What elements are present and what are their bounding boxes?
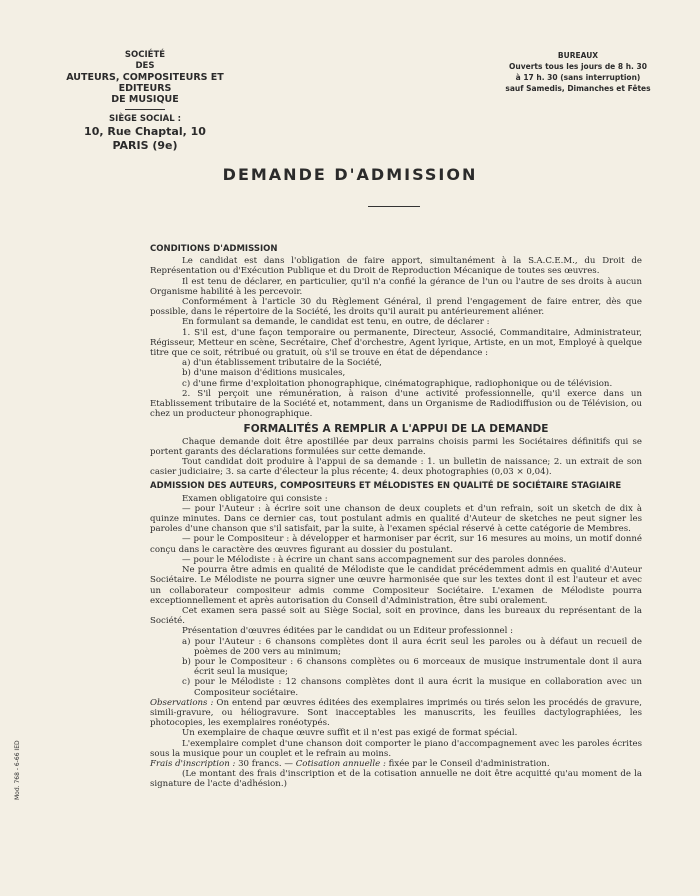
- list-item: a) pour l'Auteur : 6 chansons complètes dont il aura écrit seul les paroles ou à défaut un recueil de poèmes de 200 vers au minimum;: [182, 636, 642, 657]
- paragraph: Le candidat est dans l'obligation de faire apport, simultanément à la S.A.C.E.M., du Droit de Représentation ou d'Exécution Publique et du Droit de Reproduction Mécanique de toutes ses œuvres.: [150, 256, 642, 277]
- paragraph: (Le montant des frais d'inscription et de la cotisation annuelle ne doit être acquitté qu'au moment de la signature de l'acte d'adhésion.): [150, 769, 642, 790]
- society-line2: DES: [135, 61, 155, 71]
- section-heading-formalites: FORMALITÉS A REMPLIR A L'APPUI DE LA DEMANDE: [243, 423, 549, 436]
- title-underline: [368, 206, 420, 207]
- paragraph: Tout candidat doit produire à l'appui de sa demande : 1. un bulletin de naissance; 2. un extrait de son casier judiciaire; 3. sa carte d'électeur la plus récente; 4. deux photographies (0,03 × 0,04).: [150, 457, 642, 478]
- cotisation-label: Cotisation annuelle :: [295, 758, 386, 769]
- header-divider: [125, 109, 165, 110]
- society-name: AUTEURS, COMPOSITEURS ET EDITEURS: [66, 72, 224, 94]
- list-item: b) d'une maison d'éditions musicales,: [182, 368, 346, 379]
- paragraph: Il est tenu de déclarer, en particulier, qu'il n'a confié la gérance de l'un ou l'autre de ses droits à aucun Organisme habilité à les percevoir.: [150, 276, 642, 297]
- fees-label: Frais d'inscription :: [150, 758, 236, 769]
- paragraph: Ne pourra être admis en qualité de Mélodiste que le candidat précédemment admis en qualité d'Auteur Sociétaire. Le Mélodiste ne pourra signer une œuvre harmonisée que sur les textes dont il est l'auteur et avec un collaborateur compositeur admis comme Compositeur Sociétaire. L'examen de Mélodiste pourra exceptionnellement et après autorisation du Conseil d'Administration, être subi oralement.: [150, 565, 642, 606]
- office-title: BUREAUX: [557, 51, 599, 60]
- paragraph: L'exemplaire complet d'une chanson doit comporter le piano d'accompagnement avec les paroles écrites sous la musique pour un couplet et le refrain au moins.: [150, 738, 642, 759]
- paragraph: 1. S'il est, d'une façon temporaire ou permanente, Directeur, Associé, Commanditaire, Administrateur, Régisseur, Metteur en scène, Secrétaire, Chef d'orchestre, Agent lyrique, Artiste, en un mot, Employé à quelque titre que ce soit, rétribué ou gratuit, où s'il se trouve en état de dépendance :: [150, 327, 642, 359]
- paragraph: En formulant sa demande, le candidat est tenu, en outre, de déclarer :: [182, 317, 490, 328]
- paragraph: — pour le Mélodiste : à écrire un chant sans accompagnement sur des paroles données.: [182, 554, 567, 565]
- section-heading-admission: ADMISSION DES AUTEURS, COMPOSITEURS ET MÉLODISTES EN QUALITÉ DE SOCIÉTAIRE STAGIAIRE: [150, 481, 622, 492]
- society-header: [60, 50, 230, 153]
- paragraph: Conformément à l'article 30 du Règlement Général, il prend l'engagement de faire entrer, dès que possible, dans le répertoire de la Société, les droits qu'il aurait pu antérieurement aliéner.: [150, 297, 642, 318]
- observations-text: On entend par œuvres éditées des exemplaires imprimés ou tirés selon les procédés de gravure, simili-gravure, ou héliogravure. Sont inacceptables les manuscrits, les feuilles dactylographiées, les photocopies, les exemplaires ronéotypés.: [150, 697, 642, 729]
- paragraph: Chaque demande doit être apostillée par deux parrains choisis parmi les Sociétaires définitifs qui se portent garants des déclarations formulées sur cette demande.: [150, 436, 642, 457]
- fees: [150, 759, 642, 769]
- list-item: c) pour le Mélodiste : 12 chansons complètes dont il aura écrit la musique en collaboration avec un Compositeur sociétaire.: [182, 677, 642, 698]
- observations-label: Observations :: [150, 697, 214, 708]
- paragraph: — pour l'Auteur : à écrire soit une chanson de deux couplets et d'un refrain, soit un sketch de dix à quinze minutes. Dans ce dernier cas, tout postulant admis en qualité d'Auteur de sketches ne peut signer les paroles d'une chanson que s'il satisfait, par la suite, à l'examen spécial réservé à cette catégorie de Membres.: [150, 503, 642, 535]
- siege-label: SIÈGE SOCIAL :: [109, 114, 181, 124]
- office-hours: [498, 50, 658, 94]
- society-line1: SOCIÉTÉ: [124, 50, 166, 60]
- office-line3: sauf Samedis, Dimanches et Fêtes: [505, 84, 651, 93]
- list-item: b) pour le Compositeur : 6 chansons complètes ou 6 morceaux de musique instrumentale dont il aura écrit seul la musique;: [182, 656, 642, 678]
- office-line1: Ouverts tous les jours de 8 h. 30: [509, 62, 647, 71]
- office-line2: à 17 h. 30 (sans interruption): [515, 73, 641, 82]
- paragraph: 2. S'il perçoit une rémunération, à raison d'une activité professionnelle, qu'il exerce dans un Etablissement tributaire de la Société et, notamment, dans un Organisme de Radiodiffusion ou de Télévision, ou chez un producteur phonographique.: [150, 388, 642, 420]
- address: 10, Rue Chaptal, 10: [84, 125, 206, 138]
- society-line4: DE MUSIQUE: [111, 94, 179, 105]
- paragraph: Présentation d'œuvres éditées par le candidat ou un Editeur professionnel :: [182, 626, 513, 637]
- paragraph: Examen obligatoire qui consiste :: [182, 493, 328, 504]
- list-item: a) d'un établissement tributaire de la Société,: [182, 358, 382, 369]
- paragraph: Un exemplaire de chaque œuvre suffit et il n'est pas exigé de format spécial.: [182, 728, 518, 739]
- section-heading-conditions: CONDITIONS D'ADMISSION: [150, 244, 278, 254]
- page-title: DEMANDE D'ADMISSION: [222, 165, 478, 184]
- cotisation-value: fixée par le Conseil d'administration.: [388, 758, 550, 769]
- form-reference: Mod. 768 - 6-66 IED: [14, 740, 21, 800]
- city: PARIS (9e): [112, 139, 178, 152]
- document-body: [150, 244, 642, 790]
- fees-value: 30 francs. —: [238, 758, 293, 769]
- observations: [150, 698, 642, 729]
- list-item: c) d'une firme d'exploitation phonographique, cinématographique, radiophonique ou de télévision.: [182, 378, 613, 389]
- paragraph: — pour le Compositeur : à développer et harmoniser par écrit, sur 16 mesures au moins, un motif donné conçu dans le caractère des œuvres figurant au dossier du postulant.: [150, 534, 642, 555]
- paragraph: Cet examen sera passé soit au Siège Social, soit en province, dans les bureaux du représentant de la Société.: [150, 605, 642, 627]
